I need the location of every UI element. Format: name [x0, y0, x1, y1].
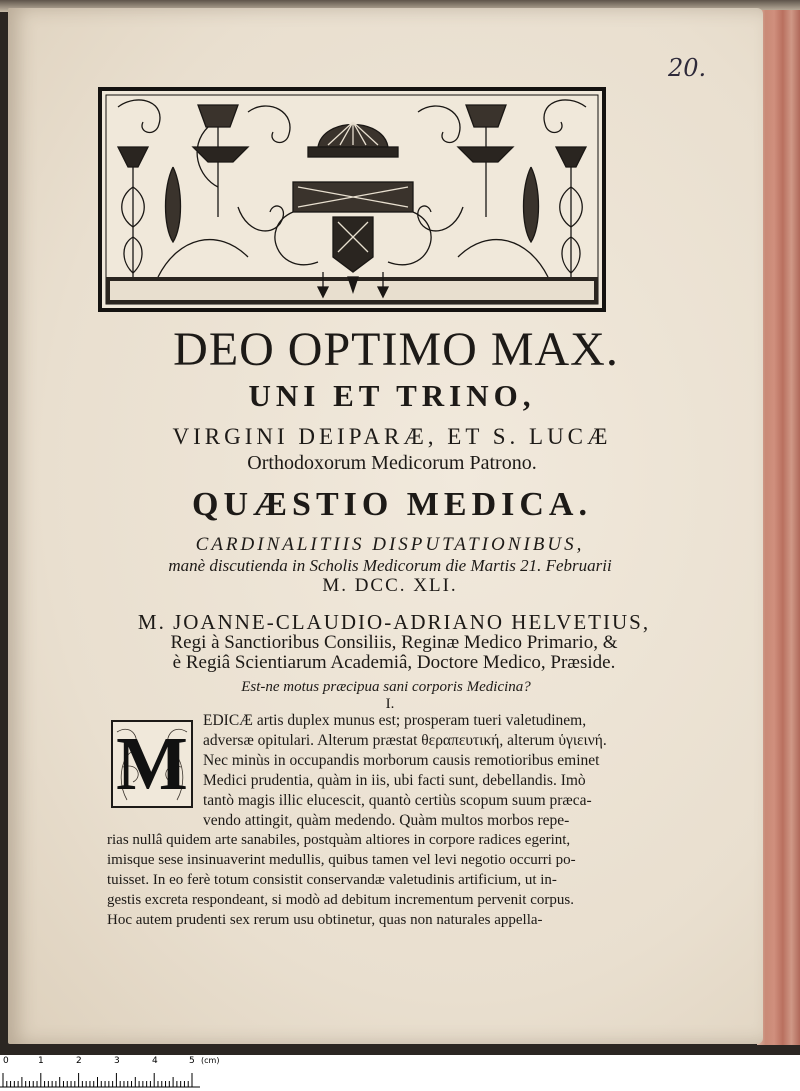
dedication-line-1: DEO OPTIMO MAX.: [173, 323, 619, 376]
body-line: gestis excreta respondeant, si modò ad debitum incrementum pervenit corpus.: [107, 892, 574, 908]
president-title-2: è Regiâ Scientiarum Academiâ, Doctore Medico, Præside.: [172, 652, 616, 673]
dedication-line-3: VIRGINI DEIPARÆ, ET S. LUCÆ: [172, 424, 612, 449]
initial-letter: M: [116, 722, 188, 806]
body-line: vendo attingit, quàm medendo. Quàm multos morbos repe-: [203, 812, 570, 829]
body-line: imisque sese insinuaverint medullis, quibus tamen vel levi negotio occurri po-: [107, 852, 576, 868]
ruler-label: 5: [189, 1056, 195, 1066]
page-fore-edge: [757, 10, 800, 1045]
thesis-question: Est-ne motus præcipua sani corporis Medicina?: [241, 679, 531, 695]
disputation-heading: CARDINALITIIS DISPUTATIONIBUS,: [195, 534, 585, 555]
scale-ruler: [0, 1055, 800, 1091]
body-line: tantò magis illic elucescit, quantò certiùs scopum suum præca-: [203, 792, 592, 809]
thesis-title: QUÆSTIO MEDICA.: [192, 486, 592, 523]
ruler-label: 3: [114, 1056, 120, 1066]
body-line: EDICÆ artis duplex munus est; prosperam tueri valetudinem,: [203, 712, 587, 729]
ruler-label: 4: [152, 1056, 158, 1066]
ornamental-initial: [111, 720, 193, 808]
dedication-line-4: Orthodoxorum Medicorum Patrono.: [247, 452, 537, 474]
body-line: tuisset. In eo ferè totum consistit conservandæ valetudinis artificium, ut in-: [107, 872, 557, 888]
president-name: M. JOANNE-CLAUDIO-ADRIANO HELVETIUS,: [137, 610, 651, 634]
body-line: Hoc autem prudenti sex rerum usu obtinetur, quas non naturales appella-: [107, 912, 543, 928]
ruler-label: 2: [76, 1056, 82, 1066]
ruler-label: 0: [3, 1056, 9, 1066]
body-line: adversæ opitulari. Alterum præstat θεραπευτική, alterum ὑγιεινή.: [203, 732, 607, 749]
section-number: I.: [385, 696, 395, 712]
ornamental-headpiece: [98, 87, 606, 312]
dedication-line-2: UNI ET TRINO,: [248, 378, 536, 413]
president-title-1: Regi à Sanctioribus Consiliis, Reginæ Medico Primario, &: [170, 632, 618, 653]
ruler-unit: (cm): [201, 1056, 220, 1065]
body-line: Medici prudentia, quàm in iis, ubi facti sunt, debellandis. Imò: [203, 772, 586, 789]
disputation-year: M. DCC. XLI.: [322, 575, 458, 596]
disputation-occasion: manè discutienda in Scholis Medicorum die Martis 21. Februarii: [168, 556, 612, 575]
body-line: rias nullâ quidem arte sanabiles, postquàm altiores in corpore radices egerint,: [107, 832, 571, 848]
folio-number: 20.: [668, 54, 707, 82]
ruler-label: 1: [38, 1056, 44, 1066]
body-line: Nec minùs in occupandis morborum causis remotioribus eminet: [203, 752, 600, 769]
